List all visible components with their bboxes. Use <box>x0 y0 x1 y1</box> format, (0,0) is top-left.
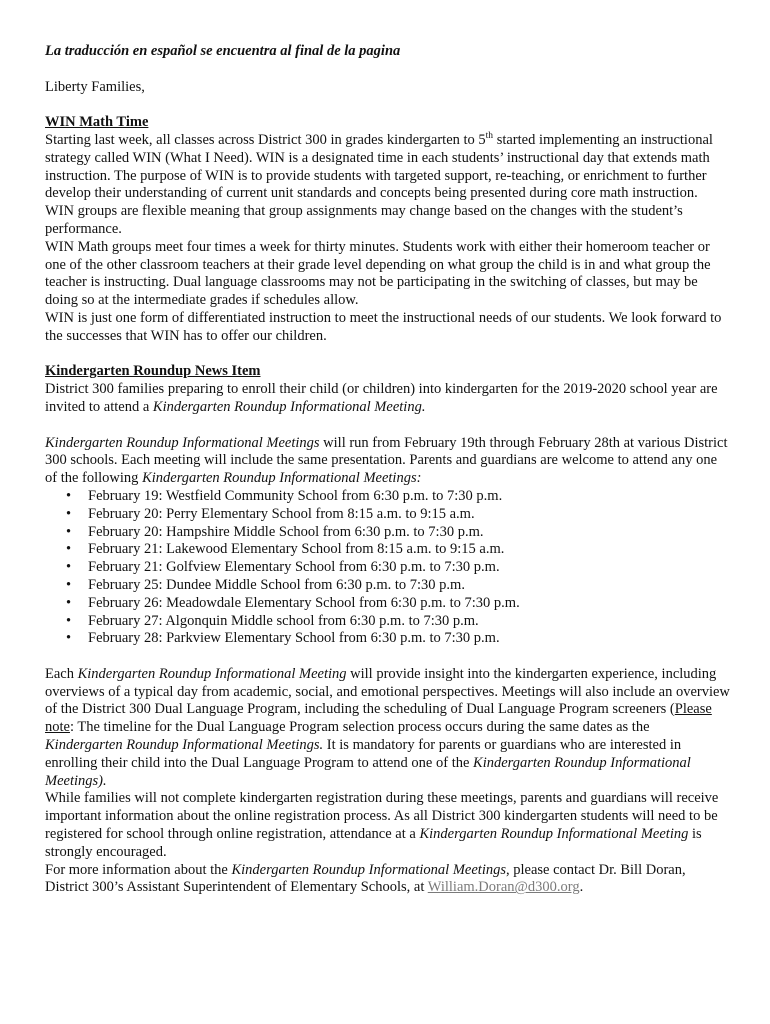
meeting-item: • February 26: Meadowdale Elementary School from 6:30 p.m. to 7:30 p.m. <box>88 595 730 613</box>
kindergarten-roundup-heading: Kindergarten Roundup News Item <box>45 363 261 380</box>
win-math-heading: WIN Math Time <box>45 114 149 131</box>
meeting-item: • February 20: Hampshire Middle School from 6:30 p.m. to 7:30 p.m. <box>88 524 730 542</box>
win-paragraph-2: WIN Math groups meet four times a week for thirty minutes. Students work with either their homeroom teacher or one of the other classroom teachers at their grade level depending on what group the child is in and what group the teacher is instructing. Dual language classrooms may not be participating in the switching of classes, but may be doing so at the intermediate grades if schedules allow. <box>45 238 711 309</box>
roundup-meetings-intro: Kindergarten Roundup Informational Meetings will run from February 19th through February 28th at various District 300 schools. Each meeting will include the same presentation. Parents and guardians are welcome to attend any one of the following Kindergarten Roundup Informational Meetings: <box>45 434 728 487</box>
meeting-item: • February 25: Dundee Middle School from 6:30 p.m. to 7:30 p.m. <box>88 577 730 595</box>
win-paragraph-3: WIN is just one form of differentiated instruction to meet the instructional needs of our students. We look forward to the successes that WIN has to offer our children. <box>45 309 722 344</box>
roundup-contact-paragraph: For more information about the Kindergarten Roundup Informational Meetings, please contact Dr. Bill Doran, District 300’s Assistant Superintendent of Elementary Schools, at William.Doran@d300.org. <box>45 861 686 896</box>
roundup-intro: District 300 families preparing to enroll their child (or children) into kindergarten for the 2019-2020 school year are invited to attend a Kindergarten Roundup Informational Meeting. <box>45 381 718 415</box>
meeting-list <box>45 488 730 648</box>
spanish-translation-note: La traducción en español se encuentra al final de la pagina <box>45 43 401 59</box>
roundup-overview-paragraph: Each Kindergarten Roundup Informational Meeting will provide insight into the kindergarten experience, including overviews of a typical day from academic, social, and emotional perspectives. Meetings will also include an overview of the District 300 Dual Language Program, including the scheduling of Dual Language Program screeners (Please note: The timeline for the Dual Language Program selection process occurs during the same dates as the Kindergarten Roundup Informational Meetings. It is mandatory for parents or guardians who are interested in enrolling their child into the Dual Language Program to attend one of the Kindergarten Roundup Informational Meetings). <box>45 665 730 789</box>
roundup-registration-paragraph: While families will not complete kindergarten registration during these meetings, parents and guardians will receive important information about the online registration process. As all District 300 kindergarten students will need to be registered for school through online registration, attendance at a Kindergarten Roundup Informational Meeting is strongly encouraged. <box>45 790 719 860</box>
meeting-item: • February 27: Algonquin Middle school from 6:30 p.m. to 7:30 p.m. <box>88 613 730 631</box>
meeting-item: • February 20: Perry Elementary School from 8:15 a.m. to 9:15 a.m. <box>88 506 730 524</box>
meeting-item: • February 21: Golfview Elementary School from 6:30 p.m. to 7:30 p.m. <box>88 559 730 577</box>
please-note: Please note <box>45 701 712 736</box>
email-link[interactable]: William.Doran@d300.org <box>427 879 580 896</box>
meeting-item: • February 19: Westfield Community School from 6:30 p.m. to 7:30 p.m. <box>88 488 730 506</box>
win-paragraph-1: Starting last week, all classes across District 300 in grades kindergarten to 5th started implementing an instructional strategy called WIN (What I Need). WIN is a designated time in each students’ instructional day that extends math instruction. The purpose of WIN is to provide students with targeted support, re-teaching, or enrichment to further develop their understanding of current unit standards and concepts being presented during core math instruction. WIN groups are flexible meaning that group assignments may change based on the changes with the student’s performance. <box>45 131 713 237</box>
greeting: Liberty Families, <box>45 78 145 95</box>
meeting-item: • February 28: Parkview Elementary School from 6:30 p.m. to 7:30 p.m. <box>88 630 730 648</box>
meeting-item: • February 21: Lakewood Elementary School from 8:15 a.m. to 9:15 a.m. <box>88 541 730 559</box>
